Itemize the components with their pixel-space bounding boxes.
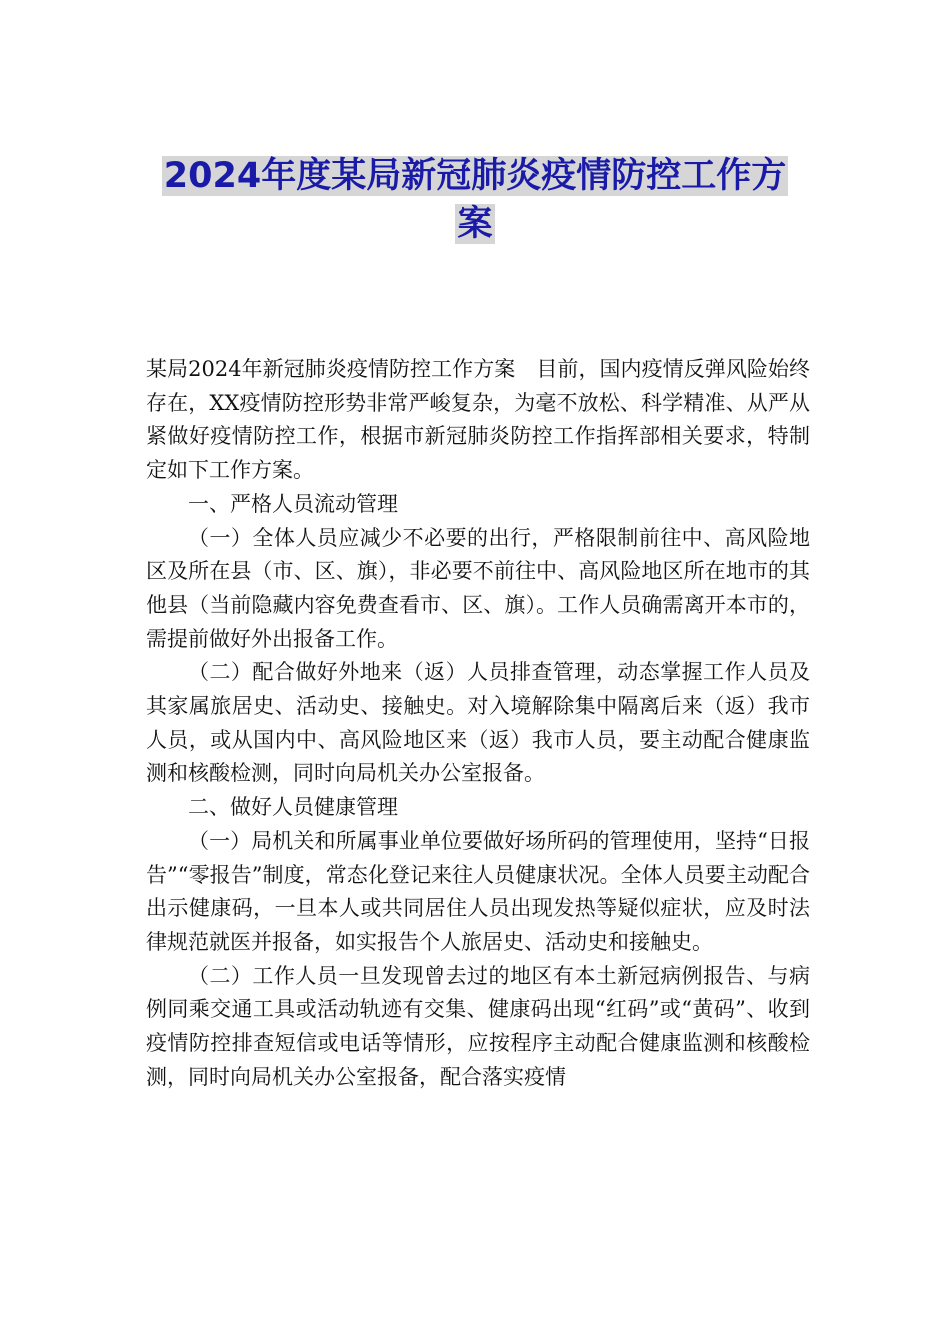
title-text-1: 2024年度某局新冠肺炎疫情防控工作方 [163,156,787,196]
document-body [146,353,810,1094]
section-heading-2: 二、做好人员健康管理 [188,795,398,820]
document-title-line-2 [0,202,950,246]
section-heading-1: 一、严格人员流动管理 [188,491,398,516]
paragraph-1-1: （一）全体人员应减少不必要的出行，严格限制前往中、高风险地区及所在县（市、区、旗），非必要不前往中、高风险地区所在地市的其他县（当前隐藏内容免费查看市、区、旗）。工作人员确需离开本市的，需提前做好外出报备工作。 [146,525,810,651]
document-title-line-1 [0,154,950,198]
paragraph-2-1: （一）局机关和所属事业单位要做好场所码的管理使用，坚持“日报告”“零报告”制度，常态化登记来往人员健康状况。全体人员要主动配合出示健康码，一旦本人或共同居住人员出现发热等疑似症状，应及时法律规范就医并报备，如实报告个人旅居史、活动史和接触史。 [146,828,810,954]
intro-paragraph: 某局2024年新冠肺炎疫情防控工作方案 目前，国内疫情反弹风险始终存在，XX疫情防控形势非常严峻复杂，为毫不放松、科学精准、从严从紧做好疫情防控工作，根据市新冠肺炎防控工作指挥部相关要求，特制定如下工作方案。 [146,357,810,483]
title-text-2: 案 [457,204,493,244]
paragraph-2-2: （二）工作人员一旦发现曾去过的地区有本土新冠病例报告、与病例同乘交通工具或活动轨迹有交集、健康码出现“红码”或“黄码”、收到疫情防控排查短信或电话等情形，应按程序主动配合健康监测和核酸检测，同时向局机关办公室报备，配合落实疫情 [146,963,810,1089]
paragraph-1-2: （二）配合做好外地来（返）人员排查管理，动态掌握工作人员及其家属旅居史、活动史、接触史。对入境解除集中隔离后来（返）我市人员，或从国内中、高风险地区来（返）我市人员，要主动配合健康监测和核酸检测，同时向局机关办公室报备。 [146,660,810,786]
